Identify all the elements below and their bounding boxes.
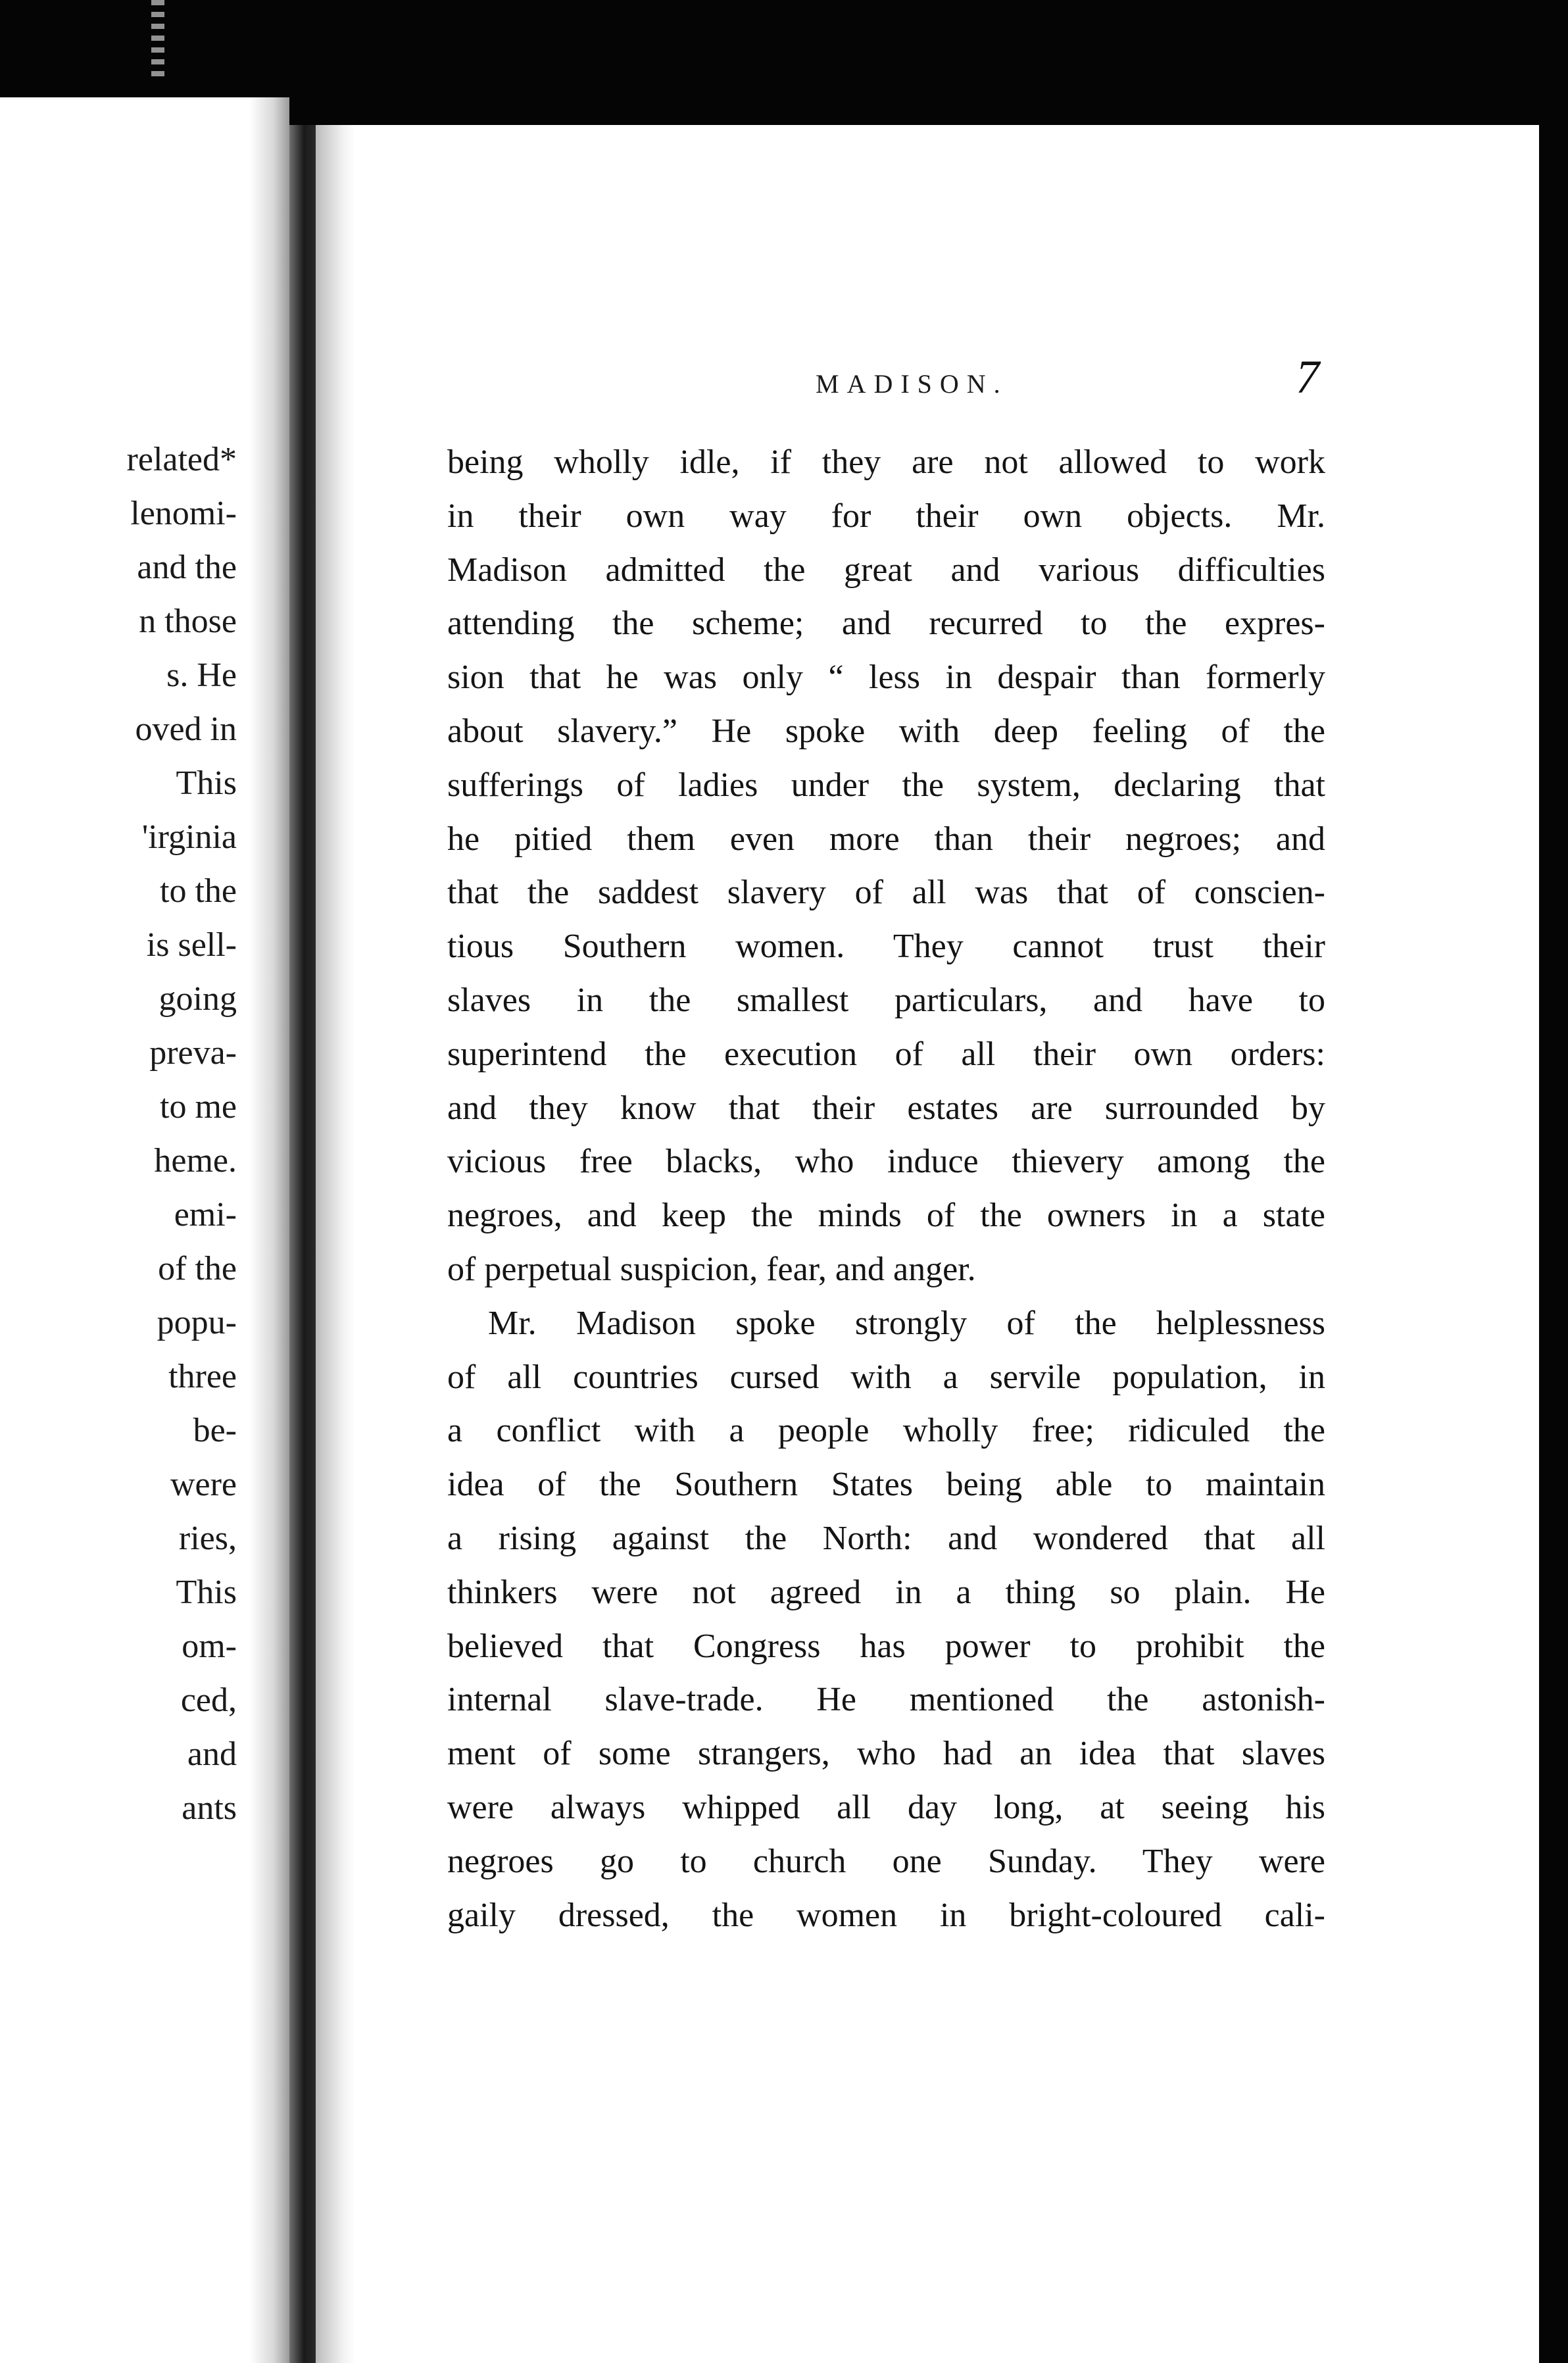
text-line: vicious free blacks, who induce thievery among the bbox=[447, 1143, 1325, 1181]
right-page bbox=[316, 125, 1539, 2363]
page-number: 7 bbox=[1296, 351, 1319, 403]
text-line: a conflict with a people wholly free; ridiculed the bbox=[447, 1412, 1325, 1450]
text-line: gaily dressed, the women in bright-coloured cali- bbox=[447, 1896, 1325, 1934]
left-page-gutter-shadow bbox=[250, 97, 289, 2363]
text-line: ment of some strangers, who had an idea that slaves bbox=[447, 1735, 1325, 1773]
text-line: of all countries cursed with a servile population, in bbox=[447, 1358, 1325, 1396]
text-line: negroes, and keep the minds of the owners in a state bbox=[447, 1197, 1325, 1235]
text-line: idea of the Southern States being able to maintain bbox=[447, 1466, 1325, 1504]
text-line-fragment: om- bbox=[182, 1628, 237, 1665]
text-line: negroes go to church one Sunday. They were bbox=[447, 1842, 1325, 1880]
text-line-fragment: emi- bbox=[174, 1196, 237, 1233]
text-line-fragment: ants bbox=[182, 1789, 237, 1827]
text-line: being wholly idle, if they are not allowed to work bbox=[447, 443, 1325, 481]
text-line-fragment: oved in bbox=[135, 710, 237, 748]
text-line-fragment: ced, bbox=[180, 1681, 237, 1719]
text-line-fragment: related* bbox=[126, 441, 237, 478]
text-line: thinkers were not agreed in a thing so plain. He bbox=[447, 1573, 1325, 1611]
text-line: sufferings of ladies under the system, declaring that bbox=[447, 766, 1325, 804]
text-line: Madison admitted the great and various difficulties bbox=[447, 551, 1325, 589]
text-line-fragment: be- bbox=[193, 1412, 237, 1449]
text-line-fragment: ries, bbox=[178, 1520, 237, 1557]
text-line-fragment: 'irginia bbox=[141, 818, 237, 856]
text-line: were always whipped all day long, at seeing his bbox=[447, 1788, 1325, 1826]
text-line: in their own way for their own objects. Mr. bbox=[447, 497, 1325, 535]
left-page-text bbox=[127, 433, 237, 1835]
text-line-fragment: This bbox=[176, 764, 237, 802]
text-line: slaves in the smallest particulars, and have to bbox=[447, 981, 1325, 1019]
text-line: tious Southern women. They cannot trust their bbox=[447, 928, 1325, 966]
text-line: internal slave-trade. He mentioned the astonish- bbox=[447, 1681, 1325, 1719]
text-line-fragment: heme. bbox=[154, 1142, 237, 1180]
text-line: that the saddest slavery of all was that of conscien- bbox=[447, 874, 1325, 912]
text-line-fragment: were bbox=[170, 1466, 237, 1503]
text-line-fragment: n those bbox=[139, 603, 237, 640]
book-spine bbox=[289, 125, 316, 2363]
text-line-fragment: preva- bbox=[149, 1034, 237, 1072]
text-line-fragment: of the bbox=[158, 1250, 237, 1287]
text-line: Mr. Madison spoke strongly of the helplessness bbox=[488, 1304, 1325, 1342]
right-page-edge-shadow bbox=[316, 125, 355, 2363]
text-line-fragment: s. He bbox=[166, 657, 237, 694]
text-line-fragment: and the bbox=[137, 549, 237, 586]
left-page bbox=[0, 97, 289, 2363]
text-line-fragment: to the bbox=[160, 872, 237, 910]
page-body-text bbox=[447, 435, 1325, 1942]
text-line: attending the scheme; and recurred to the expres- bbox=[447, 605, 1325, 643]
binding-mark bbox=[151, 0, 164, 79]
text-line-fragment: going bbox=[159, 980, 237, 1018]
running-head: MADISON. bbox=[816, 369, 1008, 399]
text-line: sion that he was only “ less in despair than formerly bbox=[447, 659, 1325, 697]
text-line-fragment: is sell- bbox=[146, 926, 237, 964]
text-line-fragment: three bbox=[168, 1358, 237, 1395]
text-line: he pitied them even more than their negroes; and bbox=[447, 820, 1325, 858]
text-line-fragment: popu- bbox=[157, 1304, 237, 1341]
text-line: and they know that their estates are surrounded by bbox=[447, 1089, 1325, 1127]
text-line: believed that Congress has power to prohibit the bbox=[447, 1627, 1325, 1665]
text-line-fragment: lenomi- bbox=[130, 495, 237, 532]
text-line-fragment: and bbox=[187, 1735, 237, 1773]
text-line: of perpetual suspicion, fear, and anger. bbox=[447, 1250, 976, 1288]
text-line-fragment: This bbox=[176, 1574, 237, 1611]
text-line: a rising against the North: and wondered that all bbox=[447, 1519, 1325, 1557]
text-line: about slavery.” He spoke with deep feeling of the bbox=[447, 712, 1325, 750]
text-line-fragment: to me bbox=[160, 1088, 237, 1126]
text-line: superintend the execution of all their own orders: bbox=[447, 1035, 1325, 1073]
